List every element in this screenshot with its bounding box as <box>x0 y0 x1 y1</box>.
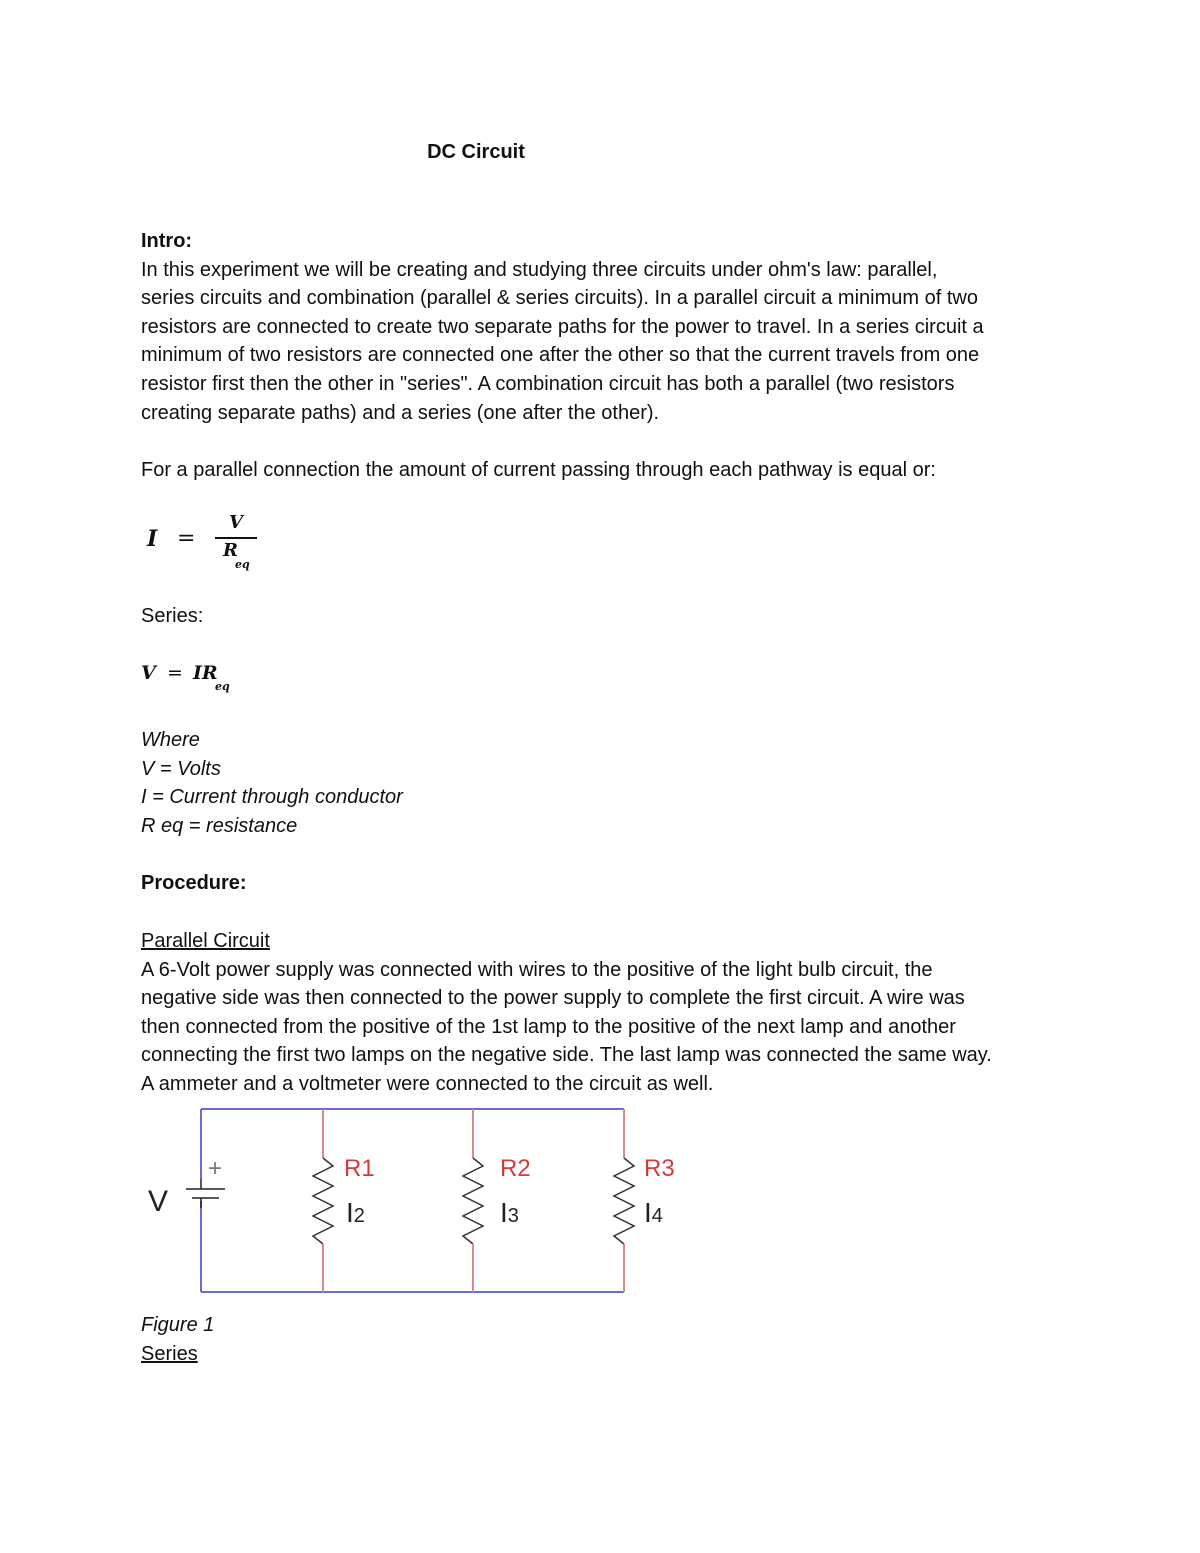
i4-subscript: 4 <box>651 1205 663 1227</box>
series-heading: Series <box>141 1342 198 1365</box>
procedure-line: A ammeter and a voltmeter were connected to the circuit as well. <box>141 1072 714 1095</box>
i2-label <box>346 1197 365 1228</box>
series-label: Series: <box>141 605 204 627</box>
r1-label: R1 <box>344 1155 375 1182</box>
intro-line: resistors are connected to create two separate paths for the power to travel. In a series circuit a <box>141 315 984 338</box>
r2-label: R2 <box>500 1155 531 1182</box>
i3-subscript: 3 <box>507 1205 519 1227</box>
i3-symbol: I <box>500 1197 508 1228</box>
r3-label: R3 <box>644 1155 675 1182</box>
formula-numerator: V <box>229 512 243 533</box>
parallel-procedure <box>141 927 1081 1099</box>
intro-line: In this experiment we will be creating and studying three circuits under ohm's law: parallel, <box>141 258 938 281</box>
parallel-circuit-diagram <box>140 1100 675 1300</box>
intro-line: minimum of two resistors are connected one after the other so that the current travels from one <box>141 344 980 367</box>
formula-equals: = <box>177 526 196 551</box>
where-item: R eq = resistance <box>141 814 298 837</box>
formula-subscript: eq <box>235 558 250 571</box>
procedure-line: connecting the first two lamps on the negative side. The last lamp was connected the same way. <box>141 1044 992 1067</box>
intro-line: series circuits and combination (parallel & series circuits). In a parallel circuit a minimum of two <box>141 287 978 310</box>
series-formula-subscript: eq <box>215 680 230 693</box>
i2-subscript: 2 <box>353 1205 365 1227</box>
procedure-line: A 6-Volt power supply was connected with wires to the positive of the light bulb circuit, the <box>141 958 933 981</box>
procedure-line: then connected from the positive of the 1st lamp to the positive of the next lamp and another <box>141 1015 956 1038</box>
r2-resistor-zigzag <box>463 1158 483 1244</box>
intro-line: resistor first then the other in "series". A combination circuit has both a parallel (two resistors <box>141 372 955 395</box>
series-formula-rhs: IR <box>193 662 218 684</box>
formula-denominator: R <box>223 540 238 561</box>
procedure-heading: Procedure: <box>141 872 247 894</box>
series-formula-lhs: V <box>141 662 156 684</box>
voltage-source-label: V <box>148 1185 169 1218</box>
series-formula-equals: = <box>167 662 183 684</box>
battery-plus-sign: + <box>208 1155 223 1182</box>
parallel-sentence: For a parallel connection the amount of current passing through each pathway is equal or: <box>141 459 936 481</box>
fraction-bar <box>215 537 257 539</box>
intro-section <box>141 227 1081 427</box>
intro-line: creating separate paths) and a series (one after the other). <box>141 401 660 424</box>
formula-current-symbol: I <box>147 526 158 552</box>
page-title: DC Circuit <box>427 141 525 163</box>
intro-heading: Intro: <box>141 230 193 252</box>
parallel-circuit-heading: Parallel Circuit <box>141 930 270 952</box>
i2-symbol: I <box>346 1197 354 1228</box>
procedure-line: negative side was then connected to the power supply to complete the first circuit. A wire was <box>141 987 965 1010</box>
i4-symbol: I <box>644 1197 652 1228</box>
i4-label <box>644 1197 663 1228</box>
parallel-formula <box>141 510 341 580</box>
figure-section <box>141 1311 1081 1368</box>
figure-caption: Figure 1 <box>141 1314 215 1336</box>
where-section <box>141 726 1081 840</box>
r3-resistor-zigzag <box>614 1158 634 1244</box>
where-heading: Where <box>141 729 200 751</box>
where-item: V = Volts <box>141 757 221 780</box>
series-formula <box>141 660 341 700</box>
r1-resistor-zigzag <box>313 1158 333 1244</box>
where-item: I = Current through conductor <box>141 786 403 809</box>
i3-label <box>500 1197 519 1228</box>
